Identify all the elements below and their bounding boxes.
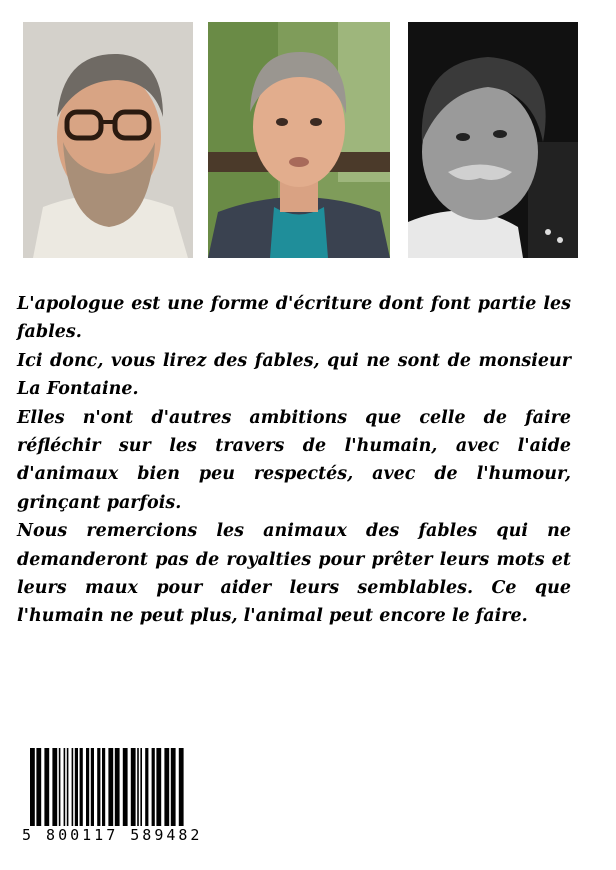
back-cover-blurb [17, 290, 571, 631]
barcode-bar [86, 748, 89, 826]
barcode-bar [179, 748, 184, 826]
barcode-bar [102, 748, 105, 826]
barcode-bar [140, 748, 142, 826]
barcode-bar [75, 748, 78, 826]
barcode-bar [52, 748, 57, 826]
barcode-bar [108, 748, 113, 826]
barcode-number: 5 800117 589482 [22, 826, 203, 844]
author-photo-3 [408, 22, 578, 258]
barcode-bar [36, 748, 41, 826]
barcode-bar [91, 748, 94, 826]
barcode-bar [44, 748, 49, 826]
barcode-bar [30, 748, 35, 826]
barcode-bar [171, 748, 176, 826]
barcode-bar [67, 748, 69, 826]
barcode-bar [164, 748, 169, 826]
barcode-bar [131, 748, 136, 826]
blurb-paragraph: Ici donc, vous lirez des fables, qui ne sont de monsieur La Fontaine. [17, 350, 571, 400]
barcode-bar [80, 748, 83, 826]
barcode-bar [152, 748, 155, 826]
blurb-paragraph: L'apologue est une forme d'écriture dont font partie les fables. [17, 294, 571, 343]
blurb-paragraph: Elles n'ont d'autres ambitions que celle de faire réfléchir sur les travers de l'humain, avec l'aide d'animaux bien peu respectés, avec de l'humour, grinçant parfois. [17, 407, 571, 513]
author-photo-2 [208, 22, 390, 258]
barcode-bar [115, 748, 120, 826]
barcode-bar [123, 748, 128, 826]
barcode-bar [137, 748, 139, 826]
barcode-bar [97, 748, 100, 826]
author-photo-1 [23, 22, 193, 258]
barcode-bar [156, 748, 161, 826]
barcode-bar [145, 748, 148, 826]
blurb-paragraph: Nous remercions les animaux des fables qui ne demanderont pas de royalties pour prêter leurs mots et leurs maux pour aider leurs semblables. Ce que l'humain ne peut plus, l'animal peut encore le faire. [17, 521, 571, 627]
barcode-bar [59, 748, 61, 826]
barcode-bar [72, 748, 74, 826]
barcode-bar [64, 748, 66, 826]
